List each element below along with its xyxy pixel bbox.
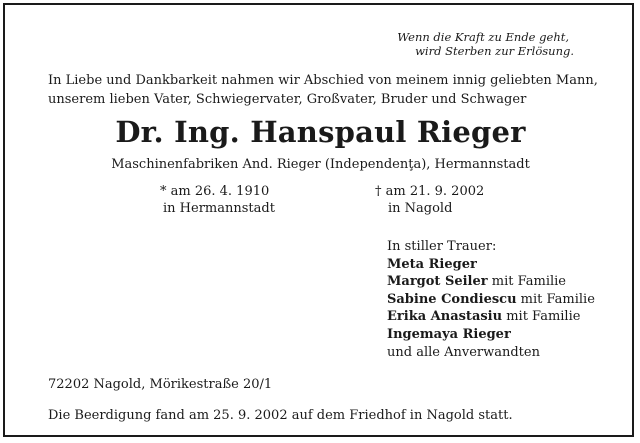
mourner-name: Erika Anastasiu — [387, 309, 503, 325]
intro-line-2: unserem lieben Vater, Schwiegervater, Großvater, Bruder und Schwager — [48, 92, 527, 107]
mourners-closing: und alle Anverwandten — [387, 344, 540, 360]
mourner-item — [387, 308, 595, 326]
family-address: 72202 Nagold, Mörikestraße 20/1 — [48, 377, 273, 392]
mourner-name: Meta Rieger — [387, 256, 477, 272]
mourner-suffix: mit Familie — [487, 274, 566, 290]
birth-date: * am 26. 4. 1910 — [160, 184, 270, 199]
death-date: † am 21. 9. 2002 — [375, 184, 485, 199]
funeral-notice: Die Beerdigung fand am 25. 9. 2002 auf dem Friedhof in Nagold statt. — [48, 408, 513, 423]
mourner-suffix: mit Familie — [516, 291, 595, 307]
mourner-item — [387, 326, 595, 344]
birth-place: in Hermannstadt — [163, 201, 275, 216]
deceased-name: Dr. Ing. Hanspaul Rieger — [115, 115, 526, 149]
death-place: in Nagold — [388, 201, 453, 216]
mourners-block — [387, 238, 595, 361]
mourner-item — [387, 273, 595, 291]
mourner-item — [387, 291, 595, 309]
motto-line-1: Wenn die Kraft zu Ende geht, — [397, 30, 569, 44]
mourners-heading: In stiller Trauer: — [387, 239, 497, 254]
motto-line-2: wird Sterben zur Erlösung. — [415, 44, 574, 58]
mourner-name: Margot Seiler — [387, 274, 488, 290]
intro-line-1: In Liebe und Dankbarkeit nahmen wir Abschied von meinem innig geliebten Mann, — [48, 73, 598, 88]
mourner-name: Sabine Condiescu — [387, 291, 517, 307]
obituary-notice — [3, 3, 634, 437]
deceased-company: Maschinenfabriken And. Rieger (Independenţa), Hermannstadt — [111, 157, 530, 172]
mourner-name: Ingemaya Rieger — [387, 326, 511, 342]
mourner-suffix: mit Familie — [502, 309, 581, 325]
mourner-item — [387, 256, 595, 274]
